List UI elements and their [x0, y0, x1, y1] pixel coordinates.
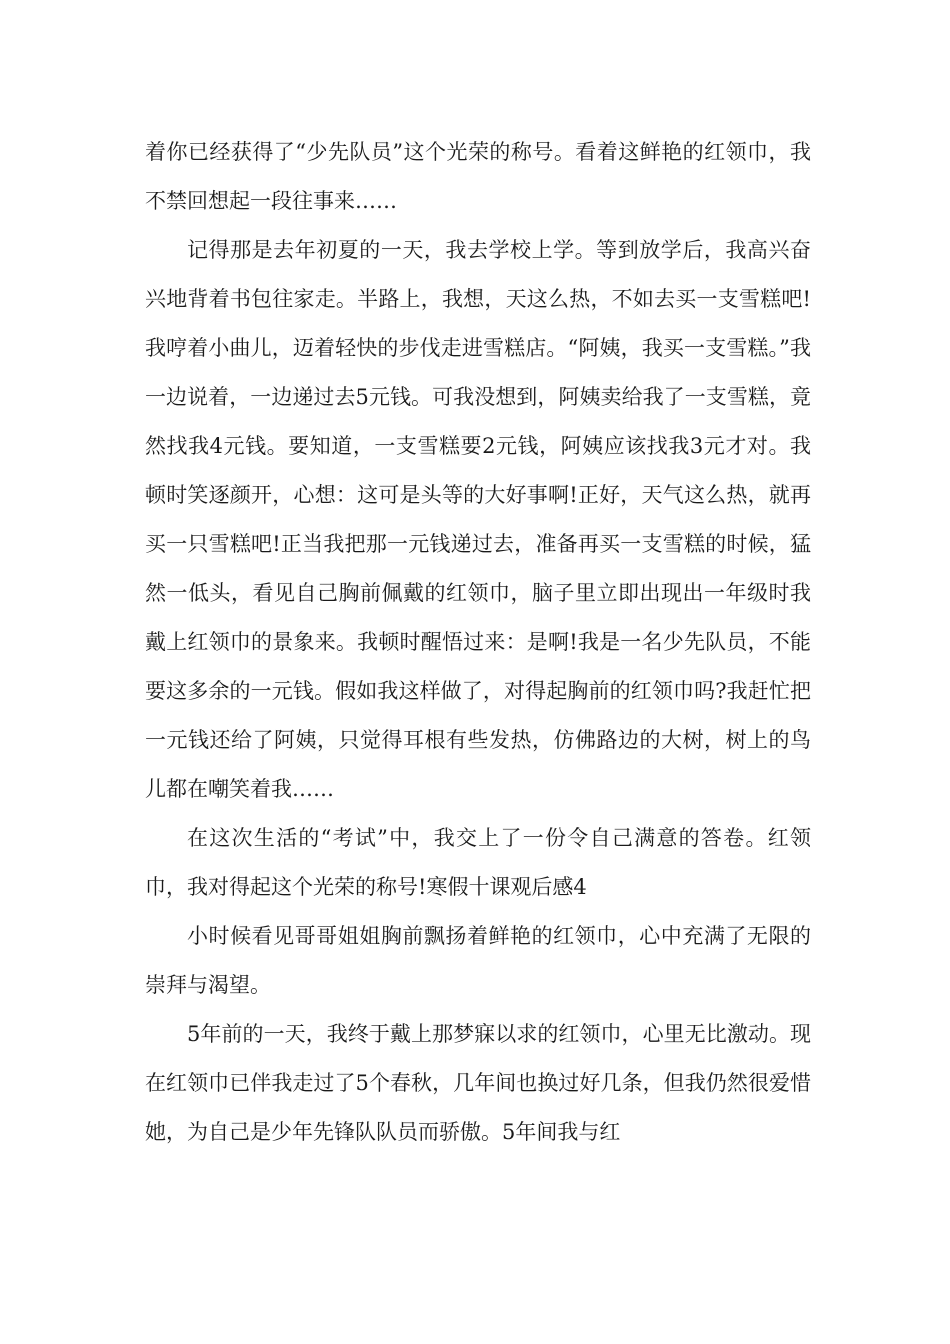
paragraph-continuation: 着你已经获得了“少先队员”这个光荣的称号。看着这鲜艳的红领巾，我不禁回想起一段往事来…… [145, 140, 811, 213]
paragraph-conclusion: 在这次生活的“考试”中，我交上了一份令自己满意的答卷。红领巾，我对得起这个光荣的称号!寒假十课观后感4 [145, 826, 811, 899]
paragraph-five-years: 5年前的一天，我终于戴上那梦寐以求的红领巾，心里无比激动。现在红领巾已伴我走过了5个春秋，几年间也换过好几条，但我仍然很爱惜她，为自己是少年先锋队队员而骄傲。5年间我与红 [145, 1022, 811, 1144]
essay-body [145, 128, 811, 1157]
paragraph-story: 记得那是去年初夏的一天，我去学校上学。等到放学后，我高兴奋兴地背着书包往家走。半路上，我想，天这么热，不如去买一支雪糕吧!我哼着小曲儿，迈着轻快的步伐走进雪糕店。“阿姨，我买一支雪糕。”我一边说着，一边递过去5元钱。可我没想到，阿姨卖给我了一支雪糕，竟然找我4元钱。要知道，一支雪糕要2元钱，阿姨应该找我3元才对。我顿时笑逐颜开，心想：这可是头等的大好事啊!正好，天气这么热，就再买一只雪糕吧!正当我把那一元钱递过去，准备再买一支雪糕的时候，猛然一低头，看见自己胸前佩戴的红领巾，脑子里立即出现出一年级时我戴上红领巾的景象来。我顿时醒悟过来：是啊!我是一名少先队员，不能要这多余的一元钱。假如我这样做了，对得起胸前的红领巾吗?我赶忙把一元钱还给了阿姨，只觉得耳根有些发热，仿佛路边的大树，树上的鸟儿都在嘲笑着我…… [145, 238, 811, 801]
paragraph-childhood: 小时候看见哥哥姐姐胸前飘扬着鲜艳的红领巾，心中充满了无限的崇拜与渴望。 [145, 924, 811, 997]
